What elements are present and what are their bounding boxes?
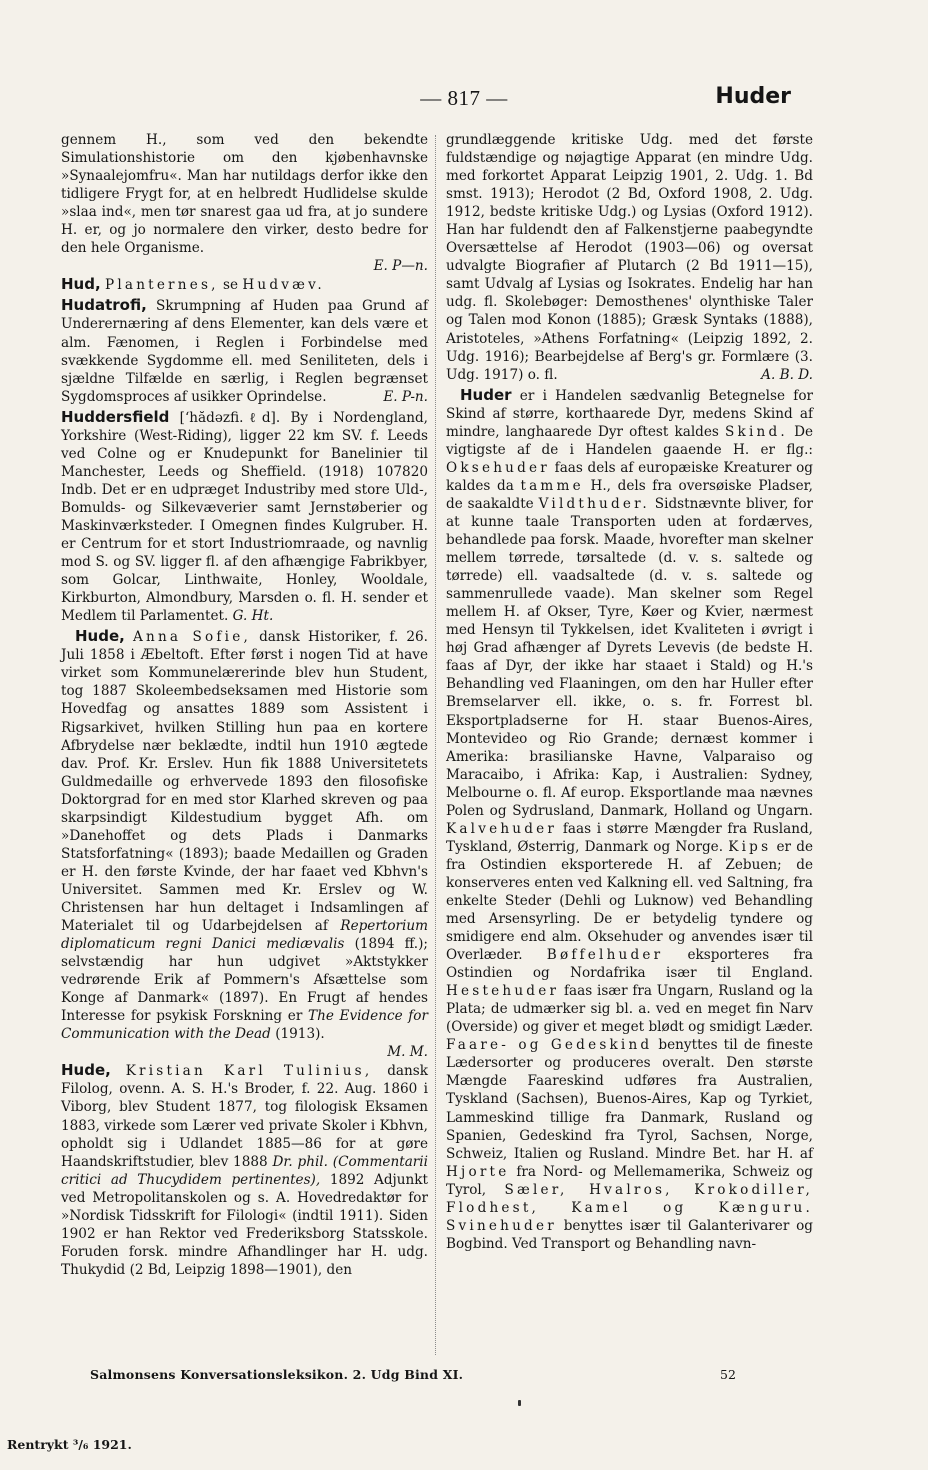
term: Kips (728, 838, 772, 855)
entry-text: se (222, 277, 239, 294)
entry-text: H., dels fra oversøiske Pladser, de saakaldte (446, 477, 813, 512)
left-column (61, 131, 428, 1279)
author-signature: M. M. (387, 1044, 428, 1061)
entry-text: Sidstnævnte bliver, for at kunne taale Transporten uden at fordærves, behandlede paa forsk. Maade, hvorefter man skelner mellem tørrede, tørsaltede (d. v. s. saltede og tørrede) ell. vaadsaltede (d. v. s. saltede og sammenrullede vaade). Man skelner som Regel mellem H. af Okser, Tyre, Køer og Kvier, nærmest med Hensyn til Tykkelsen, idet Kvaliteten i øvrigt i høj Grad afhænger af Dyrets Levevis (de bedste H. faas af Dyr, der ikke har staaet i Stald) og H.'s Behandling ved Flaaningen, om den har Huller efter Bremselarver ell. ikke, o. s. fr. Forrest bl. Eksportpladserne for H. staar Buenos-Aires, Montevideo og Rio Grande; dernæst kommer i Amerika: brasilianske Havne, Valparaiso og Maracaibo, i Afrika: Kap, i Australien: Sydney, Melbourne o. fl. Af europ. Eksportlande maa nævnes Polen og Sydrusland, Danmark, Holland og Ungarn. (446, 495, 814, 819)
footer-title: Salmonsens Konversationsleksikon. 2. Udg Bind XI. (90, 1367, 464, 1382)
entry-text: dansk Filolog, ovenn. A. S. H.'s Broder, f. 22. Aug. 1860 i Viborg, blev Student 1877, tog filologisk Eksamen 1883, virkede som Lærer ved private Skoler i Kbhvn, opholdt sig i Udlandet 1885—86 for at gøre Haandskriftstudier, blev 1888 (61, 1063, 429, 1170)
entry-hude-anna (61, 627, 428, 1043)
headword: Hud, (61, 275, 101, 294)
entry-huddersfield (61, 408, 428, 626)
person-name: Kristian Karl Tulinius, (125, 1063, 373, 1080)
entry-text: faas især fra Ungarn, Rusland og la Plata; de udmærker sig bl. a. ved en meget fin Narv (Overside) og giver et meget blødt og smidigt Læder. (446, 983, 814, 1036)
reprint-note: Rentrykt ³/₆ 1921. (7, 1437, 132, 1452)
term: Kalvehuder (446, 820, 558, 837)
term: Bøffelhuder (546, 947, 664, 964)
entry-text: (1913). (275, 1026, 325, 1043)
entry-text: benyttes især til Galanterivarer og Bogbind. Ved Transport og Behandling navn- (446, 1217, 813, 1252)
headword: Huder (460, 385, 512, 404)
entry-text: faas i større Mængder fra Rusland, Tyskland, Østerrig, Danmark og Norge. (446, 820, 814, 855)
person-name: Anna Sofie, (132, 629, 251, 646)
running-head: Huder (715, 84, 791, 109)
author-signature: G. Ht. (232, 608, 274, 625)
right-column (446, 131, 813, 1253)
entry-text: Planternes, (105, 277, 219, 294)
entry-text: grundlæggende kritiske Udg. med det første fuldstændige og nøjagtige Apparat (en mindre Udg. med forkortet Apparat Leipzig 1901, 2. Udg. 1. Bd smst. 1913); Herodot (2 Bd, Oxford 1908, 2. Udg. 1912, bedste kritiske Udg.) og Lysias (Oxford 1912). Han har fuldendt den af Falkenstjerne paabegyndte Oversættelse af Herodot (1903—06) og oversat udvalgte Biografier af Plutarch (2 Bd 1911—15), samt Udvalg af Lysias og Isokrates. Endelig har han udg. fl. Skolebøger: Demosthenes' olynthiske Taler og Talen mod Konon (1885); Græsk Syntaks (1888), Aristoteles, »Athens Forfatning« (Leipzig 1892, 2. Udg. 1916); Bearbejdelse af Berg's gr. Formlære (3. Udg. 1917) o. fl. (446, 132, 813, 383)
work-title: The Evidence for Communication with the Dead (61, 1008, 428, 1043)
entry-hud (61, 275, 428, 294)
page-number: — 817 — (420, 86, 508, 110)
entry-text: De vigtigste af de i Handelen gaaende H. er flg.: (446, 423, 814, 458)
headword: Hude, (75, 627, 125, 646)
column-divider (435, 135, 436, 1355)
entry-text: eksporteres fra Ostindien og Nordafrika især til England. (446, 947, 813, 982)
term: Hestehuder (446, 983, 560, 1000)
headword: Huddersfield (61, 407, 170, 426)
cross-reference: Hudvæv. (242, 277, 325, 294)
entry-hude-kristian (61, 1061, 428, 1279)
term: Sæler, Hvalros, Krokodiller, Flodhest, Kamel og Kænguru. (446, 1181, 814, 1216)
entry-text: gennem H., som ved den bekendte Simulationshistorie om den kjøbenhavnske »Synaalejomfru«. Man har nutildags derfor ikke den tidligere Frygt for, at en helbredt Hudlidelse skulde »slaa ind«, men tør snarest gaa ud fra, at jo sundere H. er, og jo normalere den virker, desto bedre for den hele Organisme. (61, 132, 428, 257)
entry-text: er i Handelen sædvanlig Betegnelse for Skind af større, korthaarede Dyr, medens Skind af mindre, langhaarede Dyr oftest kaldes (446, 387, 814, 440)
entry-text: [ʻhădəzfi.ℓd]. By i Nordengland, Yorkshire (West-Riding), ligger 22 km SV. f. Leeds ved Colne og er Knudepunkt for Banelinier til Manchester, Leeds og Sheffield. (1918) 107820 Indb. Det er en udpræget Industriby med store Uld-, Bomulds- og Silkevæverier samt Jernstøberier og Maskinværksteder. I Omegnen findes Kulgruber. H. er Centrum for et stort Industriomraade, og navnlig mod S. og SV. ligger fl. af den afhængige Fabrikbyer, som Golcar, Linthwaite, Honley, Wooldale, Kirkburton, Almondbury, Marsden o. fl. H. sender et Medlem til Parlamentet. (61, 409, 429, 625)
term: Svinehuder (446, 1217, 557, 1234)
author-signature: A. B. D. (761, 366, 813, 383)
headword: Hude, (61, 1061, 111, 1080)
print-mark (518, 1400, 521, 1406)
entry-text: faas dels af europæiske Kreaturer og kaldes da (446, 459, 813, 494)
term: Hjorte (446, 1163, 510, 1180)
entry-text: benyttes til de fineste Lædersorter og produceres overalt. Den største Mængde Faareskind udføres fra Australien, Tyskland (Sachsen), Buenos-Aires, Kap og Tyrkiet, Lammeskind tillige fra Danmark, Rusland og Spanien, Gedeskind fra Tyrol, Sachsen, Norge, Schweiz, Italien og Rusland. Mindre Bet. har H. af (446, 1037, 813, 1162)
entry-text: Skrumpning af Huden paa Grund af Underernæring af dens Elementer, kan dels være et alm. Fænomen, i Reglen i Forbindelse med svækkende Sygdomme ell. med Seniliteten, dels i sjældne Tilfælde en særlig, i Reglen begrænset Sygdomsproces af usikker Oprindelse. (61, 298, 428, 405)
author-signature: E. P—n. (373, 258, 428, 275)
entry-continuation (446, 131, 813, 384)
term: Vildthuder. (538, 495, 650, 512)
entry-text: (1894 ff.); selvstændig har hun udgivet »Aktstykker vedrørende Erik af Pommern's Afsættelse som Konge af Danmark« (1897). En Frugt af hendes Interesse for psykisk Forskning er (61, 936, 428, 1025)
entry-text: dansk Historiker, f. 26. Juli 1858 i Æbeltoft. Efter først i nogen Tid at have virket som Kommunelærerinde blev hun Student, tog 1887 Skoleembedseksamen med Historie som Hovedfag og ansattes 1889 som Assistent i Rigsarkivet, hvilken Stilling hun paa en kortere Afbrydelse nær beklædte, indtil hun 1910 ægtede dav. Prof. Kr. Erslev. Hun fik 1888 Universitetets Guldmedaille og erhvervede 1893 den filosofiske Doktorgrad for en med stor Klarhed skreven og paa skarpsindigt Kildestudium bygget Afh. om »Danehoffet og dets Plads i Danmarks Statsforfatning« (1893); baade Medaillen og Graden er H. den første Kvinde, der har faaet ved Kbhvn's Universitet. Sammen med Kr. Erslev og W. Christensen har hun deltaget i Indsamlingen af Materialet til og Udarbejdelsen af (61, 629, 428, 935)
printer-signature: 52 (720, 1367, 736, 1382)
term: tamme (520, 477, 584, 494)
entry-text: 1892 Adjunkt ved Metropolitanskolen og s. A. Hovedredaktør for »Nordisk Tidsskrift for Filologi« (indtil 1911). Siden 1902 er han Rektor ved Frederiksborg Statsskole. Foruden forsk. mindre Afhandlinger har H. udg. Thukydid (2 Bd, Leipzig 1898—1901), den (61, 1171, 428, 1278)
headword: Hudatrofi, (61, 296, 147, 315)
work-title: Dr. phil. (Commentarii critici ad Thucydidem pertinentes), (61, 1153, 428, 1188)
term: Oksehuder (446, 459, 550, 476)
author-signature: E. P-n. (383, 388, 428, 405)
term: Faare- og Gedeskind (446, 1037, 653, 1054)
entry-hudatrofi (61, 296, 428, 405)
work-title: Repertorium diplomaticum regni Danici mediævalis (61, 918, 428, 953)
entry-continuation (61, 131, 428, 257)
entry-text: er de fra Ostindien eksporterede H. af Zebuen; de konserveres enten ved Kalkning ell. ved Saltning, fra enkelte Steder (Dehli og Luknow) ved Behandling med Arsensyrling. De er betydelig tyndere og smidigere end alm. Oksehuder og anvendes især til Overlæder. (446, 838, 813, 964)
entry-huder (446, 386, 813, 1253)
term: Skind. (725, 423, 788, 440)
entry-text: fra Nord- og Mellemamerika, Schweiz og Tyrol, (446, 1163, 813, 1198)
